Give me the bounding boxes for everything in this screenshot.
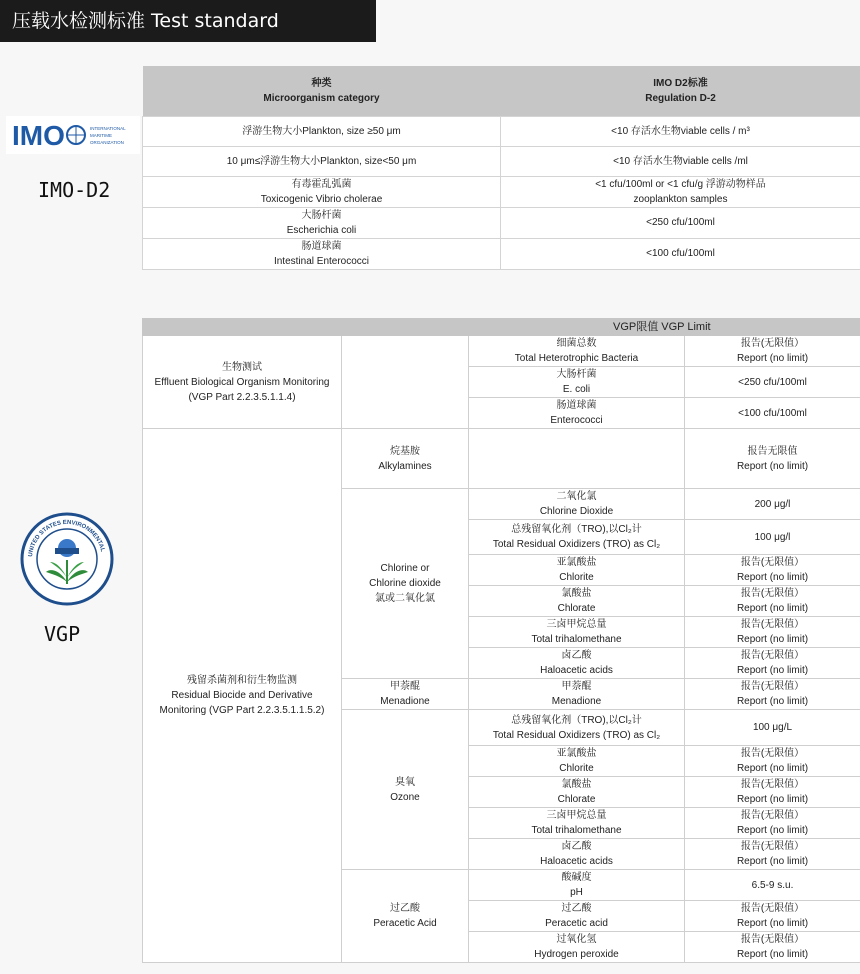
vgp-param: 二氧化氯 Chlorine Dioxide: [469, 489, 685, 520]
vgp-limit: 报告(无限值） Report (no limit): [685, 648, 860, 679]
imo-logo-caption-2: MARITIME: [90, 133, 112, 138]
table-row: [143, 176, 860, 207]
vgp-limit: 报告(无限值） Report (no limit): [685, 746, 860, 777]
vgp-group: Chlorine or Chlorine dioxide 氯或二氧化氯: [342, 489, 469, 679]
vgp-param: 氯酸盐 Chlorate: [469, 777, 685, 808]
vgp-param: 亚氯酸盐 Chlorite: [469, 746, 685, 777]
vgp-param: 卤乙酸 Haloacetic acids: [469, 839, 685, 870]
vgp-limit: 报告(无限值） Report (no limit): [685, 586, 860, 617]
vgp-param: 过氧化氢 Hydrogen peroxide: [469, 932, 685, 963]
imo-standard-table: [142, 66, 860, 270]
imo-cell: <100 cfu/100ml: [501, 238, 860, 269]
vgp-limit: 报告(无限值） Report (no limit): [685, 336, 860, 367]
vgp-limit: 报告(无限值） Report (no limit): [685, 777, 860, 808]
imo-cell: 肠道球菌 Intestinal Enterococci: [143, 238, 501, 269]
vgp-limit: 报告(无限值） Report (no limit): [685, 932, 860, 963]
vgp-group: 臭氧 Ozone: [342, 710, 469, 870]
imo-table-header: [143, 66, 860, 116]
vgp-limit: 100 μg/L: [685, 710, 860, 746]
imo-d2-label: IMO-D2: [38, 178, 111, 202]
imo-cell: 大肠杆菌 Escherichia coli: [143, 207, 501, 238]
vgp-label: VGP: [44, 622, 81, 646]
vgp-param: 三卤甲烷总量 Total trihalomethane: [469, 808, 685, 839]
imo-cell: 浮游生物大小Plankton, size ≥50 μm: [143, 116, 501, 146]
vgp-limit: <250 cfu/100ml: [685, 367, 860, 398]
table-row: [143, 336, 860, 367]
imo-cell: <250 cfu/100ml: [501, 207, 860, 238]
vgp-param: 氯酸盐 Chlorate: [469, 586, 685, 617]
vgp-limit: 6.5-9 s.u.: [685, 870, 860, 901]
imo-logo: [6, 116, 140, 154]
vgp-limit: 报告(无限值） Report (no limit): [685, 808, 860, 839]
vgp-limit: 报告(无限值） Report (no limit): [685, 839, 860, 870]
vgp-param: 过乙酸 Peracetic acid: [469, 901, 685, 932]
vgp-param: 大肠杆菌 E. coli: [469, 367, 685, 398]
effluent-category: 生物测试 Effluent Biological Organism Monitoring (VGP Part 2.2.3.5.1.1.4): [143, 336, 342, 429]
residual-category: 残留杀菌剂和衍生物监测 Residual Biocide and Derivative Monitoring (VGP Part 2.2.3.5.1.1.5.2): [143, 429, 342, 963]
vgp-table-header: [143, 319, 860, 336]
vgp-group: 甲萘醌 Menadione: [342, 679, 469, 710]
imo-logo-text: IMO: [12, 120, 65, 151]
vgp-param: 肠道球菌 Enterococci: [469, 398, 685, 429]
page-title: 压载水检测标准 Test standard: [0, 0, 376, 42]
vgp-limit: <100 cfu/100ml: [685, 398, 860, 429]
vgp-limit: 报告无限值 Report (no limit): [685, 429, 860, 489]
vgp-group: 烷基胺 Alkylamines: [342, 429, 469, 489]
vgp-limit: 200 μg/l: [685, 489, 860, 520]
table-row: [143, 238, 860, 269]
vgp-param: 总残留氧化剂（TRO),以Cl₂计 Total Residual Oxidizers (TRO) as Cl₂: [469, 710, 685, 746]
vgp-limit-table: [142, 318, 860, 963]
imo-logo-caption-1: INTERNATIONAL: [90, 126, 126, 131]
vgp-group: 过乙酸 Peracetic Acid: [342, 870, 469, 963]
vgp-param: 卤乙酸 Haloacetic acids: [469, 648, 685, 679]
imo-cell: <1 cfu/100ml or <1 cfu/g 浮游动物样品 zooplankton samples: [501, 176, 860, 207]
table-row: [143, 146, 860, 176]
vgp-limit: 报告(无限值） Report (no limit): [685, 617, 860, 648]
imo-logo-caption-3: ORGANIZATION: [90, 140, 124, 145]
table-row: [143, 116, 860, 146]
vgp-param: 甲萘醌 Menadione: [469, 679, 685, 710]
vgp-limit: 报告(无限值） Report (no limit): [685, 555, 860, 586]
imo-header-category: 种类 Microorganism category: [143, 66, 501, 116]
svg-text:UNITED STATES ENVIRONMENTAL: UNITED STATES ENVIRONMENTAL: [28, 519, 106, 558]
epa-seal-logo: [20, 512, 114, 606]
imo-header-regulation: IMO D2标准 Regulation D-2: [501, 66, 860, 116]
imo-cell: 10 μm≤浮游生物大小Plankton, size<50 μm: [143, 146, 501, 176]
vgp-param: 细菌总数 Total Heterotrophic Bacteria: [469, 336, 685, 367]
table-row: [143, 429, 860, 489]
table-row: [143, 207, 860, 238]
vgp-param: 亚氯酸盐 Chlorite: [469, 555, 685, 586]
vgp-param: 三卤甲烷总量 Total trihalomethane: [469, 617, 685, 648]
vgp-header-label: VGP限值 VGP Limit: [469, 319, 860, 336]
vgp-limit: 报告(无限值） Report (no limit): [685, 901, 860, 932]
vgp-limit: 报告(无限值） Report (no limit): [685, 679, 860, 710]
vgp-param: 总残留氧化剂（TRO),以Cl₂计 Total Residual Oxidizers (TRO) as Cl₂: [469, 520, 685, 555]
vgp-param: 酸碱度 pH: [469, 870, 685, 901]
vgp-limit: 100 μg/l: [685, 520, 860, 555]
imo-cell: <10 存活水生物viable cells /ml: [501, 146, 860, 176]
imo-cell: <10 存活水生物viable cells / m³: [501, 116, 860, 146]
imo-cell: 有毒霍乱弧菌 Toxicogenic Vibrio cholerae: [143, 176, 501, 207]
